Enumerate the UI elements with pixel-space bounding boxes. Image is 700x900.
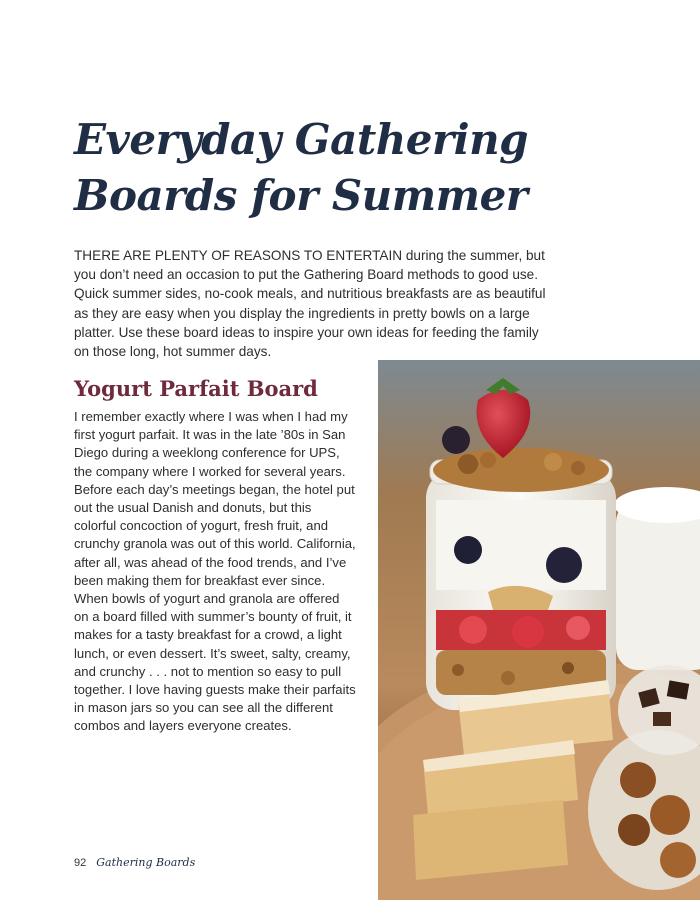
book-title: Gathering Boards: [96, 856, 196, 869]
intro-paragraph: THERE ARE PLENTY OF REASONS TO ENTERTAIN during the summer, but you don’t need an occasion to put the Gathering Board methods to good use. Quick summer sides, no-cook meals, and nutritious breakfasts are as beautiful as they are easy when you display the ingredients in pretty bowls on a large platter. Use these board ideas to inspire your own ideas for feeding the family on those long, hot summer days.: [74, 248, 546, 360]
yogurt-parfait-photo: [378, 360, 700, 900]
body-paragraph: I remember exactly where I was when I had my first yogurt parfait. It was in the late ’80s in San Diego during a weeklong conference for UPS, the company where I worked for several years. Before each day’s meetings began, the hotel put out the usual Danish and donuts, but this colorful concoction of yogurt, fresh fruit, and crunchy granola was out of this world. California, after all, was ahead of the food trends, and I’ve been making them for breakfast ever since. When bowls of yogurt and granola are offered on a board filled with summer’s bounty of fruit, it makes for a tasty breakfast for a crowd, a light lunch, or even dessert. It’s sweet, salty, creamy, and crunchy . . . not to mention so easy to pull together. I love having guests make their parfaits in mason jars so you can see all the different combos and layers everyone creates.: [74, 409, 356, 734]
page-title: Everyday Gathering Boards for Summer: [74, 115, 529, 220]
section-heading: Yogurt Parfait Board: [74, 376, 318, 401]
page-footer: [74, 856, 195, 869]
page-number: 92: [74, 857, 87, 869]
